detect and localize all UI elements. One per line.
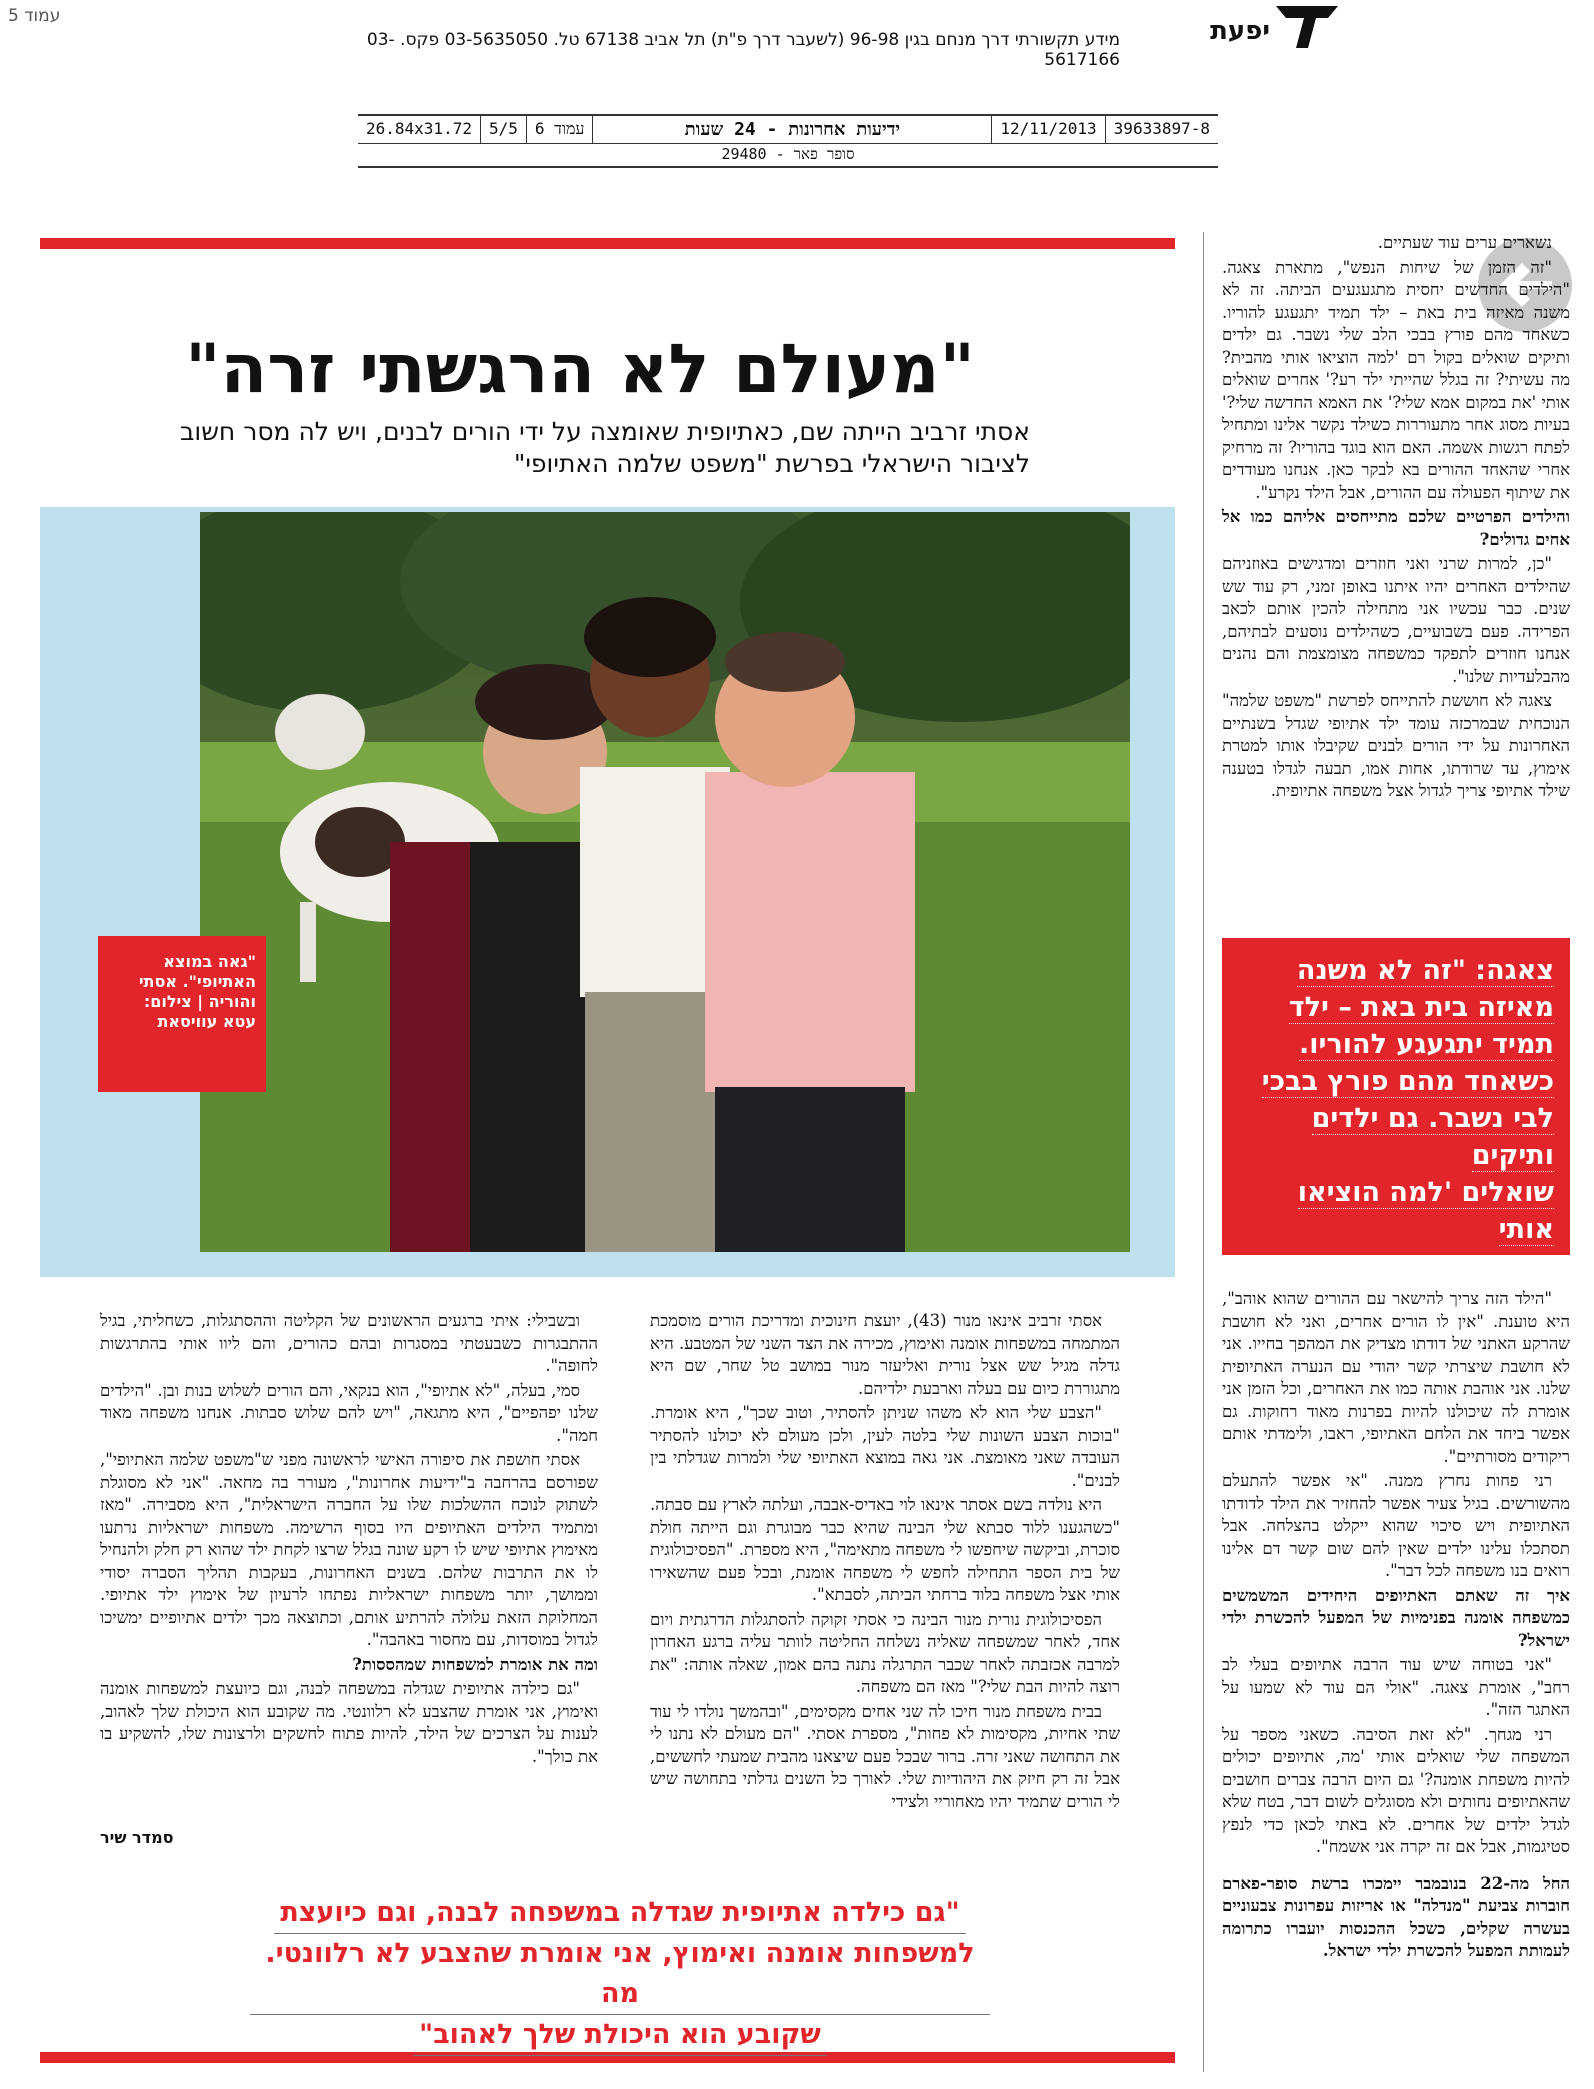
- quote-line: כשאחד מהם פורץ בבכי: [1261, 1066, 1554, 1097]
- photo-caption: "גאה במוצא האתיופי". אסתי והוריה | צילום: עטא עוויסאת: [98, 936, 266, 1092]
- pull-quote: [250, 1893, 990, 2056]
- byline: סמדר שיר: [100, 1828, 174, 1847]
- page-label: עמוד 5: [8, 6, 61, 26]
- quote-line: לבי נשבר. גם ילדים ותיקים: [1311, 1103, 1554, 1171]
- subhead-line: לציבור הישראלי בפרשת "משפט שלמה האתיופי": [513, 449, 1030, 478]
- pull-quote-line: "גם כילדה אתיופית שגדלה במשפחה לבנה, וגם כיועצת: [274, 1893, 965, 1934]
- source-page: עמוד 6: [526, 116, 593, 143]
- paragraph: נשארים ערים עוד שעתיים.: [1377, 233, 1552, 252]
- headline: "מעולם לא הרגשתי זרה": [185, 330, 975, 409]
- source-date: 12/11/2013: [991, 116, 1104, 143]
- article-column-1: [1222, 232, 1570, 805]
- quote-line: מאיזה בית באת – ילד: [1288, 992, 1554, 1023]
- pull-quote-line: למשפחות אומנה ואימוץ, אני אומרת שהצבע לא רלוונטי. מה: [250, 1934, 990, 2015]
- source-box: [358, 114, 1218, 168]
- top-red-bar: [40, 238, 1175, 249]
- paragraph: סמי, בעלה, "לא אתיופי", הוא בנקאי, והם הורים לשלוש בנות ובן. "הילדים שלנו יפהפיים", היא מתגאה, "ויש להם שלוש סבתות. אנחנו משפחה מאוד חמה".: [100, 1380, 598, 1445]
- article-photo: [200, 512, 1130, 1252]
- paragraph: "כן, למרות שרני ואני חוזרים ומדגישים באוזניהם שהילדים האחרים יהיו איתנו באופן זמני, רק עוד שש שנים. כבר עכשיו אני מתחילה להכין אותם לכאב הפרידה. פעם בשבועיים, כשהילדים נוסעים לבתיהם, אנחנו חוזרים לתפקד כמשפחה מצומצמת והם נהנים מהבלעדיות שלנו".: [1222, 554, 1570, 686]
- quote-line: תמיד יתגעגע להוריו.: [1299, 1029, 1554, 1060]
- paragraph: "גם כילדה אתיופית שגדלה במשפחה לבנה, וגם כיועצת למשפחות אומנה ואימוץ, אני אומרת שהצבע לא רלוונטי. מה שקובע הוא היכולת שלך לאהוב, לענות על הצרכים של הילד, להיות פתוח לחשקים ולרצונות שלו, להשקיע בו את כולך".: [100, 1679, 598, 1766]
- source-paper: ידיעות אחרונות - 24 שעות: [592, 116, 991, 143]
- interview-question: איך זה שאתם האתיופים היחידים המשמשים כמשפחה אומנה בפנימיות של המפעל להכשרת ילדי ישראל?: [1222, 1585, 1570, 1650]
- article-column-4: [100, 1310, 598, 1770]
- article-column-3: [650, 1310, 1120, 1815]
- contact-line: מידע תקשורתי דרך מנחם בגין 96-98 (לשעבר דרך פ"ת) תל אביב 67138 טל. 03-5635050 פקס. 03-5617166: [366, 30, 1120, 70]
- quote-line: שואלים 'למה הוציאו אותי: [1297, 1177, 1554, 1245]
- paragraph: רני מגחך. "לא זאת הסיבה. כשאני מספר על המשפחה שלי שואלים אותי 'מה, אתיופים יכולים להיות משפחת אומנה?' גם היום הרבה צברים חושבים שהאתיופים נחותים ולא מסוגלים לשום דבר, בטח שלא לגדל ילדים של אחרים. לא באתי לכאן כדי לנפץ סטיגמות, אבל אם זה יקרה אני אשמח".: [1222, 1724, 1570, 1856]
- column-divider: [1203, 232, 1204, 2072]
- paragraph: "הצבע שלי הוא לא משהו שניתן להסתיר, וטוב שכך", היא אומרת. "בוכות הצבע השונות שלי בלטה לעין, ולכן מעולם לא יכולנו להסתיר העובדה שאני מאומצת. אני גאה במוצא האתיופי שלי ולמרות שגדלתי בין לבנים".: [650, 1403, 1120, 1490]
- paragraph: היא נולדה בשם אסתר אינאו לוי באדיס-אבבה, ועלתה לארץ עם סבתה. "כשהגענו ללוד סבתא שלי הבינה שהיא כבר מבוגרת וגם הייתה חולת סוכרת, וביקשה שיחפשו לי משפחה מתאימה", היא מספרת. "הפסיכולוגית של בית הספר התחילה לחפש לי משפחה אומנת, ובכל פעם שהשאירו אותי אצל משפחה בלוד ברחתי הביתה, לסבתא".: [650, 1495, 1120, 1604]
- yifat-logo-icon: [1272, 2, 1342, 50]
- paragraph: "הילד הזה צריך להישאר עם ההורים שהוא אוהב", היא טוענת. "אין לו הורים אחרים, ואני לא חושבת שהרקע האתני של דודתו מצדיק את המהפך בחייו. אני לא חושבת שיצרתי קשר יהודי עם הנערה האתיופית שלנו. אני אוהבת אותה כמו את האחרים, וכל הזמן אני אומרת לה שיכולנו להיות בפרנות מאוד רחוקות. גם אפשר ביחד את הלחם האתיופי, ראבו, ולימדתי אותם ריקודים מסורתיים".: [1222, 1289, 1570, 1466]
- paragraph: אסתי חושפת את סיפורה האישי לראשונה מפני ש"משפט שלמה האתיופי", שפורסם בהרחבה ב"ידיעות אחרונות", מעורר בה מחאה. "אני לא מסוגלת לשתוק לנוכח ההשלכות שלו על החברה הישראלית", היא מסבירה. "מאז ומתמיד הילדים האתיופים היו בסוף הרשימה. משפחות ישראליות נרתעו מאימוץ אתיופי שיש לו רקע שונה בגלל שרצו לקחת ילד שהוא רק חלק ולהנחיל לו את התרבות שלהם. בשנים האחרונות, בעקבות תהליך הסברה יסודי וממושך, יותר משפחות ישראליות נפתחו לרעיון של אימוץ ילד אתיופי. המחלוקת הזאת עלולה להרתיע אותם, וכתוצאה מכך ילדים אתיופיים ימשיכו לגדול במוסדות, עם מחסור באהבה".: [100, 1450, 598, 1649]
- paragraph: הפסיכולוגית נורית מנור הבינה כי אסתי זקוקה להסתגלות הדרגתית ויום אחד, לאחר שמשפחה שאליה נשלחה החליטה לוותר עליה ברגע האחרון למרבה אכזבתה לאחר שכבר התרגלה נתנה בהם אמון, שאלה אותה: "את רוצה להיות הבת שלי?" מאז הם משפחה.: [650, 1609, 1120, 1696]
- source-id: 39633897-8: [1105, 116, 1218, 143]
- paragraph: "אני בטוחה שיש עוד הרבה אתיופים בעלי לב רחב", אומרת צאגה. "אולי הם עוד לא שמעו על האתגר הזה".: [1222, 1655, 1570, 1719]
- paragraph: ובשבילי: איתי ברגעים הראשונים של הקליטה וההסתגלות, כשחליתי, בגיל ההתבגרות כשבעטתי במסגרות ובהם כהורים, והם ליוו אותי בהתרגשות לחופה".: [100, 1311, 598, 1375]
- quote-line: מהבית? מה עשיתי?'": [1289, 1251, 1554, 1282]
- quote-box: [1222, 938, 1570, 1282]
- source-fraction: 5/5: [480, 116, 526, 143]
- pull-quote-line: שקובע הוא היכולת שלך לאהוב": [413, 2015, 827, 2056]
- source-author: סופר פאר - 29480: [721, 145, 855, 163]
- source-row: [358, 116, 1218, 144]
- article-column-2: [1222, 1288, 1570, 1965]
- interview-question: והילדים הפרטיים שלכם מתייחסים אליהם כמו אל אחים גדולים?: [1222, 507, 1570, 549]
- quote-line: צאגה: "זה לא משנה: [1296, 955, 1554, 986]
- paragraph: צאגה לא חוששת להתייחס לפרשת "משפט שלמה" הנוכחית שבמרכזה עומד ילד אתיופי שגדל בשנתיים האחרונות על ידי הורים לבנים שקיבלו אותו למטרת אימוץ, עד שרודתו, אחות אמו, תבעה לגדלו בטענה שילד אתיופי צריך לגדול אצל משפחה אתיופית.: [1222, 691, 1570, 800]
- interview-question: ומה את אומרת למשפחות שמהססות?: [352, 1654, 598, 1674]
- source-size: 26.84x31.72: [366, 119, 472, 138]
- footnote: החל מה-22 בנובמבר יימכרו ברשת סופר-פארם חוברות צביעת "מנדלה" או אריזות עפרונות צבעוניים בעשרה שקלים, כשכל ההכנסות יועברו כתרומה לעמותת המפעל להכשרת ילדי ישראל.: [1222, 1873, 1570, 1960]
- subhead-line: אסתי זרביב הייתה שם, כאתיופית שאומצה על ידי הורים לבנים, ויש לה מסר חשוב: [179, 417, 1030, 446]
- paragraph: רני פחות נחרץ ממנה. "אי אפשר להתעלם מהשורשים. בגיל צעיר אפשר להחזיר את הילד לדודתו האתיופית ויש סיכוי שהוא ייקלט בהצלחה. אבל תסתכלו עלינו ילדים שאין להם שום קשר דם אלינו רואים בנו משפחה לכל דבר".: [1222, 1471, 1570, 1580]
- paragraph: בבית משפחת מנור חיכו לה שני אחים מקסימים, "ובהמשך נולדו לי עוד שתי אחיות, מקסימות לא פחות", מספרת אסתי. "הם מעולם לא נתנו לי את התחושה שאני זרה. ברור שבכל פעם שיצאנו מהבית שמעתי לחששים, אבל זה רק חיזק את היהודיות שלי. לאורך כל השנים גדלתי בתחושה שיש לי הורים שתמיד יהיו מאחוריי ולצידי: [650, 1701, 1120, 1811]
- paragraph: "זה הזמן של שיחות הנפש", מתארת צאגה. "הילדים החדשים יחסית מתגעגעים הביתה. זה לא משנה מאיזה בית באת – ילד תמיד יתגעגע להוריו. כשאחד מהם פורץ בבכי הלב שלי נשבר. גם ילדים ותיקים שואלים בקול רם 'למה הוציאו אותי מהבית? מה עשיתי? זה בגלל שהייתי ילד רע?' אחרים שואלים אותי 'את במקום אמא שלי?' את האמא החדשה שלי?' בעיות מסוג אחר מתעוררות כשילד נקשר אלינו ומתחיל לפתח רגשות אשמה. האם הוא בוגד בהוריו? זה מרחיק אחרי שהאחד ההורים בא לבקר כאן. אנחנו מעודדים את שיתוף הפעולה עם ההורים, אבל הילד נקרע".: [1222, 257, 1570, 502]
- brand-name: יפעת: [1210, 16, 1270, 46]
- brand: [1090, 2, 1350, 50]
- paragraph: אסתי זרביב אינאו מנור (43), יועצת חינוכית ומדריכת הורים מוסמכת המתמחה במשפחות אומנה ואימוץ, מכירה את הצד השני של המטבע. היא גדלה מגיל שש אצל נורית ואליעזר מנור במושב טל שחר, שם היא מתגוררת כיום עם בעלה וארבעת ילדיהם.: [650, 1311, 1120, 1398]
- subhead: [150, 416, 1030, 480]
